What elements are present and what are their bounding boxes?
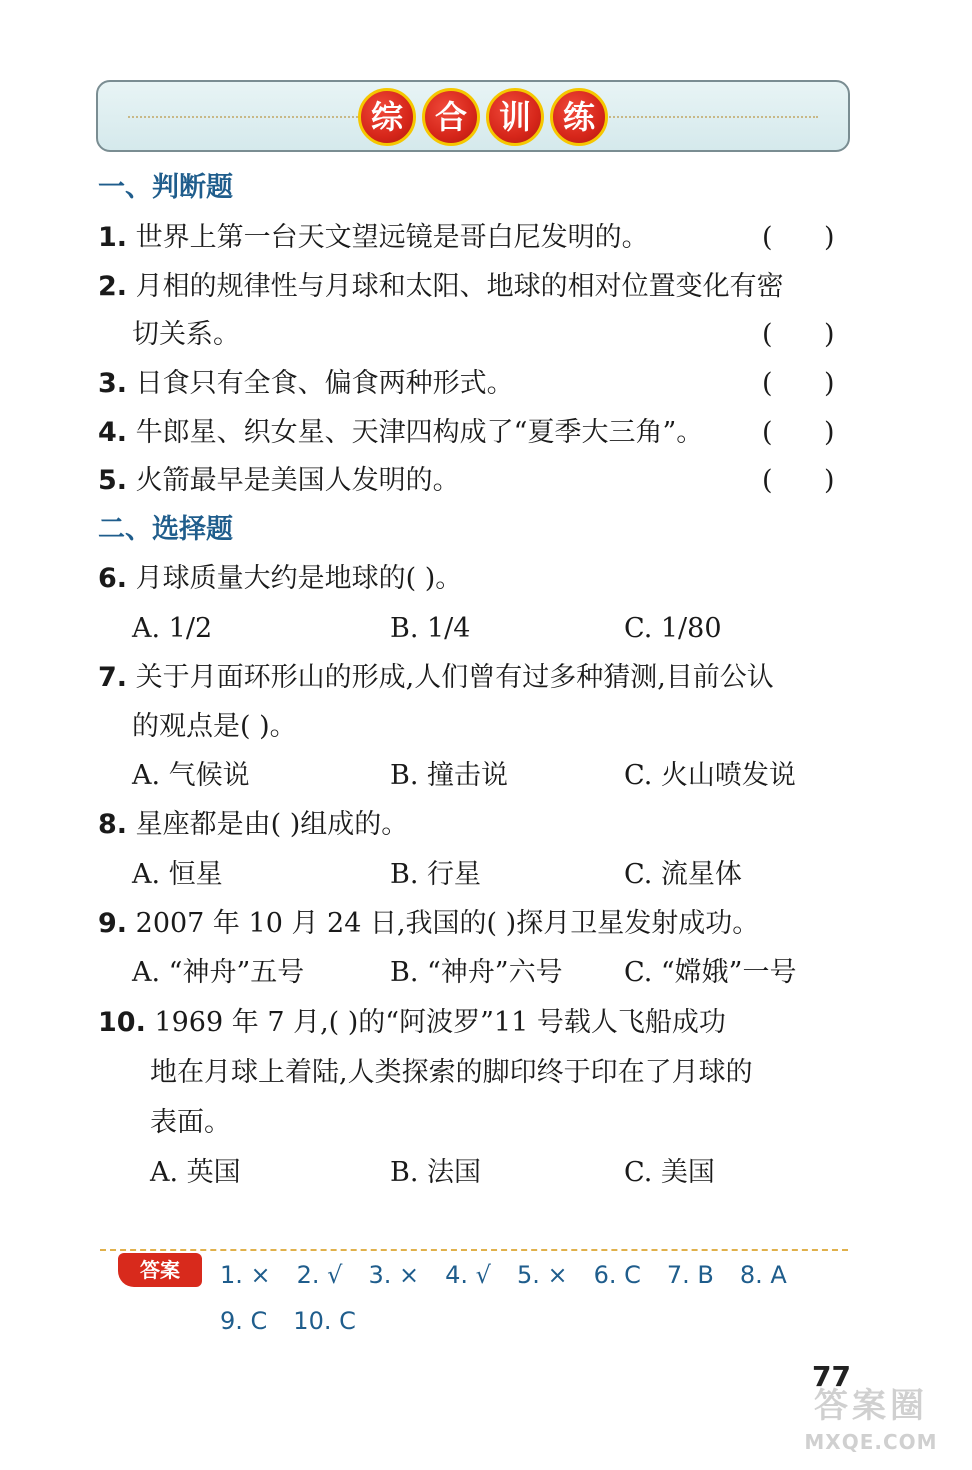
question-number: 1. — [98, 222, 128, 253]
question-text: 星座都是由( )组成的。 — [135, 809, 409, 840]
option-b[interactable]: B. 撞击说 — [390, 760, 509, 791]
question-10 — [98, 1005, 726, 1041]
question-7 — [98, 660, 774, 696]
question-number: 5. — [98, 465, 128, 496]
answer-item: 10. C — [293, 1307, 356, 1335]
question-number: 9. — [98, 908, 128, 939]
question-3 — [98, 366, 514, 402]
question-number: 7. — [98, 662, 128, 693]
question-number: 8. — [98, 809, 128, 840]
answer-item: 9. C — [220, 1307, 268, 1335]
answer-item: 8. A — [739, 1261, 787, 1289]
page-number: 77 — [812, 1360, 851, 1393]
question-text: 关于月面环形山的形成,人们曾有过多种猜测,目前公认 — [135, 662, 774, 693]
question-7-cont: 的观点是( )。 — [132, 711, 297, 742]
answer-item: 4. √ — [445, 1261, 491, 1289]
question-4 — [98, 415, 703, 451]
banner-char: 合 — [422, 88, 480, 146]
answer-bracket[interactable]: ( ) — [762, 417, 835, 448]
question-9 — [98, 906, 759, 942]
question-6 — [98, 561, 462, 597]
question-number: 3. — [98, 368, 128, 399]
question-number: 2. — [98, 271, 128, 302]
question-number: 10. — [98, 1007, 146, 1038]
answer-item: 1. × — [220, 1261, 271, 1289]
answer-item: 5. × — [516, 1261, 568, 1289]
question-text: 日食只有全食、偏食两种形式。 — [135, 368, 514, 399]
option-c[interactable]: C. 1/80 — [624, 613, 722, 644]
option-c[interactable]: C. 火山喷发说 — [624, 760, 796, 791]
answer-bracket[interactable]: ( ) — [762, 319, 835, 350]
option-a[interactable]: A. 恒星 — [132, 859, 223, 890]
question-5 — [98, 463, 460, 499]
banner-dots-right — [598, 116, 818, 118]
question-text: 1969 年 7 月,( )的“阿波罗”11 号载人飞船成功 — [154, 1007, 726, 1038]
question-2-cont: 切关系。 — [132, 319, 240, 350]
option-a[interactable]: A. “神舟”五号 — [132, 957, 305, 988]
option-b[interactable]: B. 法国 — [390, 1157, 482, 1188]
answer-item: 3. × — [368, 1261, 420, 1289]
answer-item: 7. B — [666, 1261, 714, 1289]
section-title-choice: 二、选择题 — [98, 514, 233, 545]
option-c[interactable]: C. “嫦娥”一号 — [624, 957, 797, 988]
option-c[interactable]: C. 美国 — [624, 1157, 715, 1188]
banner-char: 练 — [550, 88, 608, 146]
answer-bracket[interactable]: ( ) — [762, 368, 835, 399]
question-text: 月球质量大约是地球的( )。 — [135, 563, 463, 594]
option-b[interactable]: B. “神舟”六号 — [390, 957, 563, 988]
banner-title — [358, 88, 608, 146]
option-a[interactable]: A. 英国 — [150, 1157, 241, 1188]
question-1 — [98, 220, 649, 256]
answer-row-1 — [220, 1258, 787, 1292]
banner-dots-left — [128, 116, 358, 118]
question-text: 世界上第一台天文望远镜是哥白尼发明的。 — [135, 222, 649, 253]
option-a[interactable]: A. 1/2 — [132, 613, 213, 644]
question-2 — [98, 269, 784, 305]
watermark-text: 答案圈 — [814, 1386, 928, 1426]
question-text: 2007 年 10 月 24 日,我国的( )探月卫星发射成功。 — [135, 908, 760, 939]
answer-divider — [100, 1249, 848, 1251]
question-8 — [98, 807, 408, 843]
section-title-judgement: 一、判断题 — [98, 172, 233, 203]
question-10-cont: 地在月球上着陆,人类探索的脚印终于印在了月球的 — [150, 1057, 753, 1088]
banner-char: 训 — [486, 88, 544, 146]
answer-item: 2. √ — [296, 1261, 343, 1289]
answer-label: 答案 — [118, 1253, 202, 1287]
option-b[interactable]: B. 1/4 — [390, 613, 471, 644]
question-number: 6. — [98, 563, 128, 594]
answer-item: 6. C — [593, 1261, 641, 1289]
banner-char: 综 — [358, 88, 416, 146]
question-text: 月相的规律性与月球和太阳、地球的相对位置变化有密 — [135, 271, 784, 302]
option-c[interactable]: C. 流星体 — [624, 859, 742, 890]
question-text: 火箭最早是美国人发明的。 — [135, 465, 460, 496]
watermark-url: MXQE.COM — [804, 1430, 938, 1454]
question-text: 牛郎星、织女星、天津四构成了“夏季大三角”。 — [135, 417, 704, 448]
option-b[interactable]: B. 行星 — [390, 859, 482, 890]
answer-bracket[interactable]: ( ) — [762, 222, 835, 253]
watermark-logo — [776, 1384, 966, 1464]
question-10-cont: 表面。 — [150, 1107, 231, 1138]
answer-bracket[interactable]: ( ) — [762, 465, 835, 496]
option-a[interactable]: A. 气候说 — [132, 760, 250, 791]
question-number: 4. — [98, 417, 128, 448]
answer-row-2 — [220, 1304, 382, 1338]
